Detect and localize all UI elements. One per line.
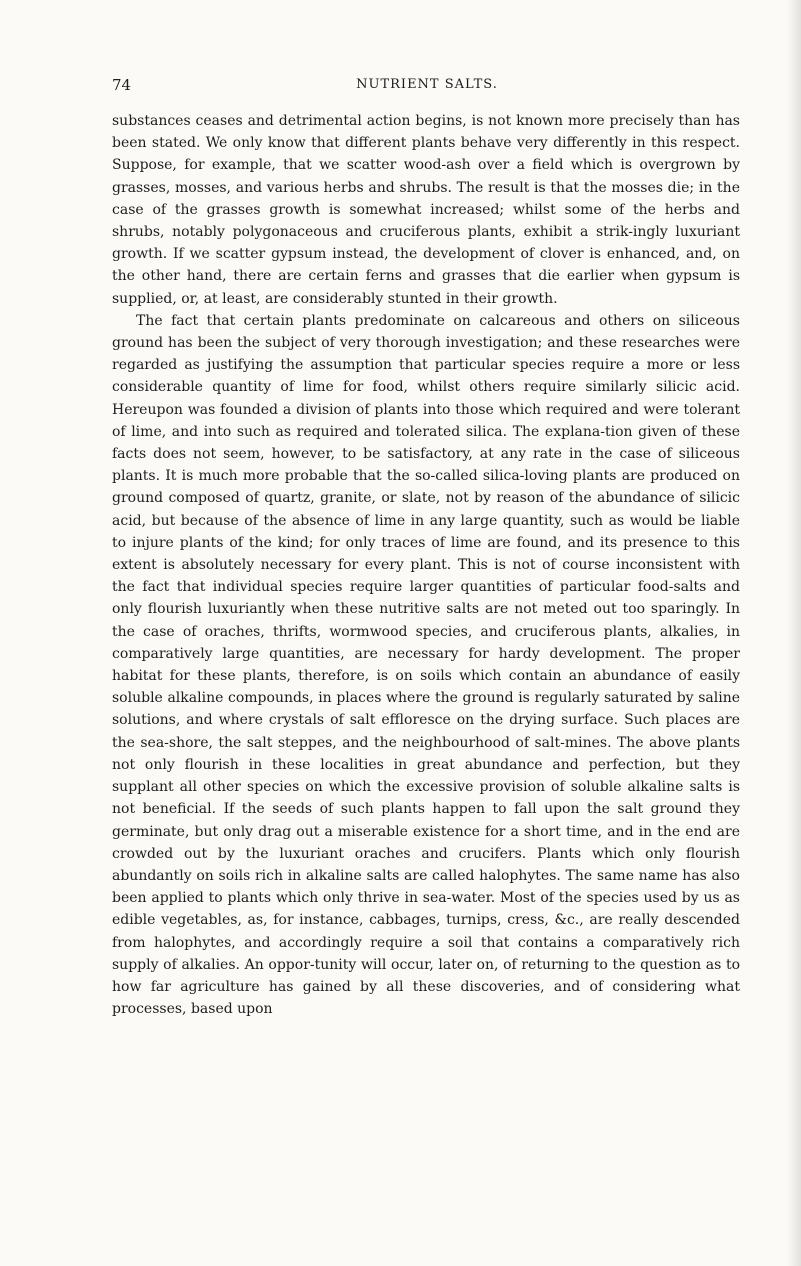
page-number: 74 xyxy=(112,76,132,94)
body-text xyxy=(112,110,740,1020)
page-edge-shadow xyxy=(787,0,801,1266)
paragraph-continuation: substances ceases and detrimental action begins, is not known more precisely than has been stated. We only know that different plants behave very differently in this respect. Suppose, for example, that we scatter wood-ash over a field which is overgrown by grasses, mosses, and various herbs and shrubs. The result is that the mosses die; in the case of the grasses growth is somewhat increased; whilst some of the herbs and shrubs, notably polygonaceous and cruciferous plants, exhibit a strik-ingly luxuriant growth. If we scatter gypsum instead, the development of clover is enhanced, and, on the other hand, there are certain ferns and grasses that die earlier when gypsum is supplied, or, at least, are considerably stunted in their growth. xyxy=(112,113,740,307)
paragraph: The fact that certain plants predominate on calcareous and others on siliceous ground has been the subject of very thorough investigation; and these researches were regarded as justifying the assumption that particular species require a more or less considerable quantity of lime for food, whilst others require similarly silicic acid. Hereupon was founded a division of plants into those which required and were tolerant of lime, and into such as required and tolerated silica. The explana-tion given of these facts does not seem, however, to be satisfactory, at any rate in the case of siliceous plants. It is much more probable that the so-called silica-loving plants are produced on ground composed of quartz, granite, or slate, not by reason of the abundance of silicic acid, but because of the absence of lime in any large quantity, such as would be liable to injure plants of the kind; for only traces of lime are found, and its presence to this extent is absolutely necessary for every plant. This is not of course inconsistent with the fact that individual species require larger quantities of particular food-salts and only flourish luxuriantly when these nutritive salts are not meted out too sparingly. In the case of oraches, thrifts, wormwood species, and cruciferous plants, alkalies, in comparatively large quantities, are necessary for hardy development. The proper habitat for these plants, therefore, is on soils which contain an abundance of easily soluble alkaline compounds, in places where the ground is regularly saturated by saline solutions, and where crystals of salt effloresce on the drying surface. Such places are the sea-shore, the salt steppes, and the neighbourhood of salt-mines. The above plants not only flourish in these localities in great abundance and perfection, but they supplant all other species on which the excessive provision of soluble alkaline salts is not beneficial. If the seeds of such plants happen to fall upon the salt ground they germinate, but only drag out a miserable existence for a short time, and in the end are crowded out by the luxuriant oraches and crucifers. Plants which only flourish abundantly on soils rich in alkaline salts are called halophytes. The same name has also been applied to plants which only thrive in sea-water. Most of the species used by us as edible vegetables, as, for instance, cabbages, turnips, cress, &c., are really descended from halophytes, and accordingly require a soil that contains a comparatively rich supply of alkalies. An oppor-tunity will occur, later on, of returning to the question as to how far agriculture has gained by all these discoveries, and of considering what processes, based upon xyxy=(112,312,740,1018)
running-head: NUTRIENT SALTS. xyxy=(356,77,498,92)
page-header xyxy=(112,74,742,96)
